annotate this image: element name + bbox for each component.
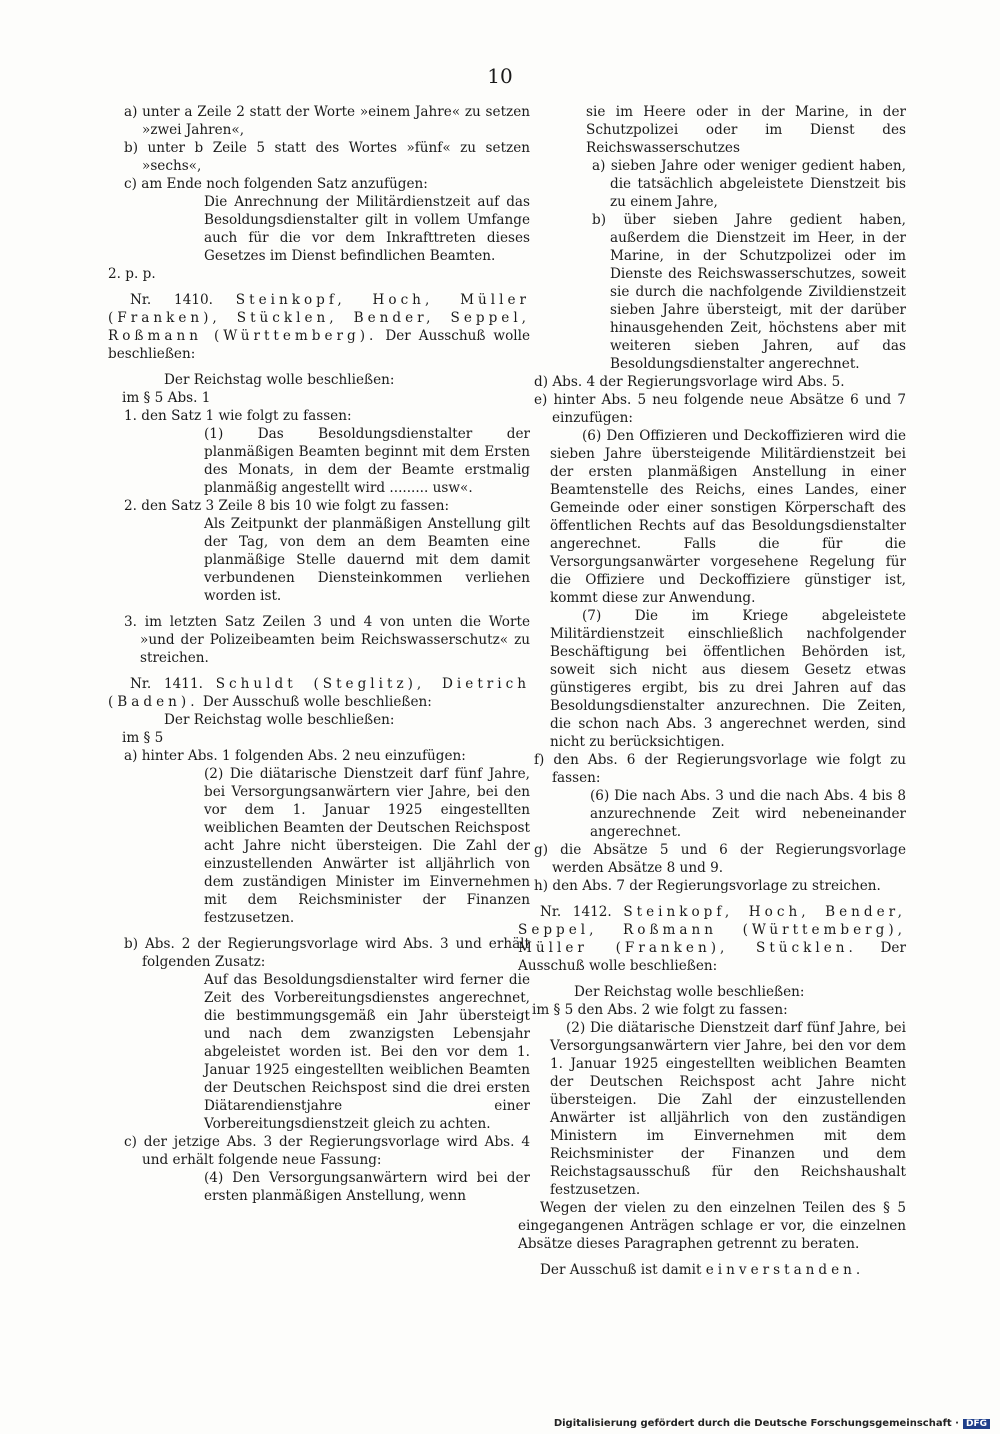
amendment-c: c) am Ende noch folgenden Satz anzufügen: [124,176,428,192]
pp-note: 2. p. p. [108,266,156,282]
amendment-b2: b) Abs. 2 der Regierungsvorlage wird Abs. 3 und erhält folgenden Zusatz: [124,936,530,970]
amendment-b2-quote: Auf das Besoldungsdienstalter wird ferner die Zeit des Vorbereitungsdienstes angerechnet, die bestimmungsgemäß ein Jahr übersteigt und nach dem zwanzigsten Lebensjahr abgeleistet worden ist. Bei den vor dem 1. Januar 1925 eingestellten weiblichen Beamten der Deutschen Reichspost sind die drei ersten Diätarendienstjahre einer Vorbereitungsdienstzeit gleich zu achten. [204,972,530,1132]
amendment-c-quote: Die Anrechnung der Militärdienstzeit auf das Besoldungsdienstalter gilt in vollem Umfange auch für die vor dem Inkrafttreten dieses Gesetzes im Dienst befindlichen Beamten. [204,194,530,264]
amendment-h: h) den Abs. 7 der Regierungsvorlage zu streichen. [534,878,881,894]
final-statement-emph: einverstanden. [705,1262,865,1278]
amendment-c2-quote: (4) Den Versorgungsanwärtern wird bei der ersten planmäßigen Anstellung, wenn [204,1170,530,1204]
motion-signatories: Steinkopf, Hoch, Müller (Franken), Stücklen, Bender, Seppel, Roßmann (Württemberg). [108,292,530,344]
motion-1411 [108,675,530,711]
section-ref: im § 5 den Abs. 2 wie folgt zu fassen: [532,1002,788,1018]
amendment-e-para6: (6) Den Offizieren und Deckoffizieren wird die sieben Jahre übersteigende Militärdienstzeit bei der ersten planmäßigen Anstellung in einer Beamtenstelle des Reichs, eines Landes, einer Gemeinde oder einer sonstigen Körperschaft des öffentlichen Rechts auf das Besoldungsdienstalter angerechnet. Falls die für die Versorgungsanwärter vorgesehene Regelung für die Offiziere und Deckoffiziere günstiger ist, kommt diese zur Anwendung. [550,428,906,606]
final-statement [518,1261,906,1279]
motion-signatories: Schuldt (Steglitz), Dietrich (Baden). [108,676,530,710]
amendment-d: d) Abs. 4 der Regierungsvorlage wird Abs. 5. [534,374,845,390]
motion-text: Der Ausschuß wolle beschließen: [108,328,530,362]
reichstag-resolution: Der Reichstag wolle beschließen: [164,712,395,728]
motion-1412 [518,903,906,975]
motion-text: Der Ausschuß wolle beschließen: [202,694,432,710]
item-2-quote: Als Zeitpunkt der planmäßigen Anstellung gilt der Tag, von dem an dem Beamten eine planmäßige Stelle dauernd mit dem damit verbundenen Diensteinkommen verliehen worden ist. [204,516,530,604]
closing-text: Wegen der vielen zu den einzelnen Teilen des § 5 eingegangenen Anträgen schlage er vor, die einzelnen Absätze dieses Paragraphen getrennt zu beraten. [518,1200,906,1252]
item-1: 1. den Satz 1 wie folgt zu fassen: [124,408,352,424]
motion-1410 [108,291,530,363]
motion-text: Der Ausschuß wolle beschließen: [518,940,906,974]
amendment-a: a) unter a Zeile 2 statt der Worte »einem Jahre« zu setzen »zwei Jahren«, [124,104,530,138]
amendment-f: f) den Abs. 6 der Regierungsvorlage wie folgt zu fassen: [534,752,906,786]
item-2: 2. den Satz 3 Zeile 8 bis 10 wie folgt zu fassen: [124,498,450,514]
item-1-quote: (1) Das Besoldungsdienstalter der planmäßigen Beamten beginnt mit dem Ersten des Monats, in dem der Beamte erstmalig planmäßig angestellt wird ......... usw«. [204,426,530,496]
amendment-a2-quote: (2) Die diätarische Dienstzeit darf fünf Jahre, bei Versorgungsanwärtern vier Jahre, bei den vor dem 1. Januar 1925 eingestellten weiblichen Beamten der Deutschen Reichspost acht Jahre nicht übersteigen. Die Zahl der einzustellenden Anwärter ist alljährlich von dem zuständigen Minister im Einvernehmen mit dem Reichsminister der Finanzen festzusetzen. [204,766,530,926]
page-number: 10 [487,64,513,88]
amendment-a2: a) hinter Abs. 1 folgenden Abs. 2 neu einzufügen: [124,748,466,764]
left-column [108,103,530,1205]
subitem-b: b) über sieben Jahre gedient haben, außerdem die Dienstzeit im Heer, in der Marine, in der Schutzpolizei oder im Dienste des Reichswasserschutzes, soweit sie durch die nachfolgende Zivildienstzeit sieben Jahre übersteigt, mit der darüber hinausgehenden Zeit, höchstens aber mit weiteren sieben Jahren, auf das Besoldungsdienstalter angerechnet. [592,212,906,372]
section-ref: im § 5 [122,730,164,746]
right-column [518,103,906,1279]
motion-number: Nr. 1412. [540,904,612,920]
reichstag-resolution: Der Reichstag wolle beschließen: [164,372,395,388]
amendment-b: b) unter b Zeile 5 statt des Wortes »fünf« zu setzen »sechs«, [124,140,530,174]
dfg-logo: DFG [963,1419,990,1429]
item-3: 3. im letzten Satz Zeilen 3 und 4 von unten die Worte »und der Polizeibeamten beim Reichswasserschutz« zu streichen. [124,614,530,666]
motion-number: Nr. 1411. [130,676,203,692]
footer-text: Digitalisierung gefördert durch die Deutsche Forschungsgemeinschaft · [553,1418,959,1429]
section-ref-quote: (2) Die diätarische Dienstzeit darf fünf Jahre, bei Versorgungsanwärtern vier Jahre, bei den vor dem 1. Januar 1925 eingestellten weiblichen Beamten der Deutschen Reichspost acht Jahre nicht übersteigen. Die Zahl der einzustellenden Anwärter ist alljährlich von den zuständigen Ministern im Einvernehmen mit dem Reichsminister der Finanzen und dem Reichstagsausschuß für den Reichshaushalt festzusetzen. [550,1020,906,1198]
continuation-text: sie im Heere oder in der Marine, in der Schutzpolizei oder im Dienst des Reichswasserschutzes [586,104,906,156]
reichstag-resolution: Der Reichstag wolle beschließen: [574,984,805,1000]
digitization-footer [554,1418,990,1429]
motion-number: Nr. 1410. [130,292,213,308]
motion-signatories: Steinkopf, Hoch, Bender, Seppel, Roßmann (Württemberg), Müller (Franken), Stücklen. [518,904,906,956]
amendment-g: g) die Absätze 5 und 6 der Regierungsvorlage werden Absätze 8 und 9. [534,842,906,876]
subitem-a: a) sieben Jahre oder weniger gedient haben, die tatsächlich abgeleistete Dienstzeit bis zu einem Jahre, [592,158,906,210]
final-statement-lead: Der Ausschuß ist damit [540,1262,702,1278]
amendment-c2: c) der jetzige Abs. 3 der Regierungsvorlage wird Abs. 4 und erhält folgende neue Fassung: [124,1134,530,1168]
amendment-e-para7: (7) Die im Kriege abgeleistete Militärdienstzeit einschließlich nachfolgender Beschäftigung bei öffentlichen Behörden ist, soweit sich nicht aus diesem Gesetz etwas günstigeres ergibt, bis zu drei Jahren auf das Besoldungsdienstalter anzurechnen. Die Zeiten, die schon nach Abs. 3 angerechnet werden, sind nicht zu berücksichtigen. [550,608,906,750]
amendment-e: e) hinter Abs. 5 neu folgende neue Absätze 6 und 7 einzufügen: [534,392,906,426]
section-ref: im § 5 Abs. 1 [122,390,211,406]
amendment-f-quote: (6) Die nach Abs. 3 und die nach Abs. 4 bis 8 anzurechnende Zeit wird nebeneinander angerechnet. [590,788,906,840]
